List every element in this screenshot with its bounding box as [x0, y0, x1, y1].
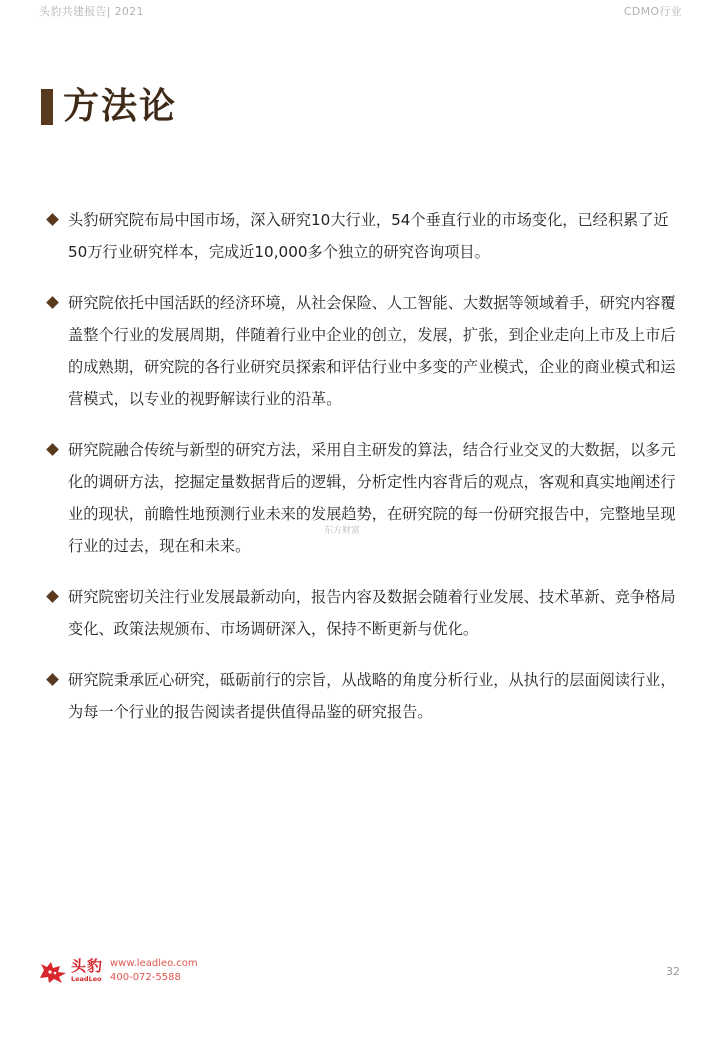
footer-contact — [110, 957, 198, 985]
logo-english-name: LeadLeo — [71, 975, 102, 984]
bullet-paragraph — [46, 664, 676, 728]
title-accent-bar — [41, 89, 53, 125]
page-title-block — [41, 86, 177, 128]
leadleo-logo — [38, 958, 103, 984]
diamond-bullet-icon — [46, 673, 59, 686]
page-number: 32 — [666, 965, 680, 978]
bullet-paragraph — [46, 581, 676, 645]
page-title: 方法论 — [63, 86, 178, 127]
methodology-content — [46, 204, 676, 747]
leopard-logo-icon — [38, 958, 68, 984]
diamond-bullet-icon — [46, 443, 59, 456]
paragraph-text: 研究院依托中国活跃的经济环境，从社会保险、人工智能、大数据等领域着手，研究内容覆盖整个行业的发展周期，伴随着行业中企业的创立，发展，扩张，到企业走向上市及上市后的成熟期，研究院的各行业研究员探索和评估行业中多变的产业模式，企业的商业模式和运营模式，以专业的视野解读行业的沿革。 — [68, 294, 676, 408]
header-industry-label: CDMO行业 — [623, 5, 682, 18]
bullet-paragraph — [46, 287, 676, 415]
header-report-label: 头豹共建报告| 2021 — [39, 5, 144, 18]
diamond-bullet-icon — [46, 213, 59, 226]
diamond-bullet-icon — [46, 590, 59, 603]
diamond-bullet-icon — [46, 296, 59, 309]
website-link[interactable]: www.leadleo.com — [110, 958, 198, 969]
logo-chinese-name: 头豹 — [71, 957, 104, 976]
paragraph-text: 研究院密切关注行业发展最新动向，报告内容及数据会随着行业发展、技术革新、竞争格局变化、政策法规颁布、市场调研深入，保持不断更新与优化。 — [68, 588, 676, 638]
paragraph-text: 研究院融合传统与新型的研究方法，采用自主研发的算法，结合行业交叉的大数据，以多元化的调研方法，挖掘定量数据背后的逻辑，分析定性内容背后的观点，客观和真实地阐述行业的现状，前瞻性地预测行业未来的发展趋势，在研究院的每一份研究报告中，完整地呈现行业的过去，现在和未来。 — [68, 441, 676, 555]
phone-number: 400-072-5588 — [110, 972, 181, 983]
bullet-paragraph — [46, 204, 676, 268]
paragraph-text: 头豹研究院布局中国市场，深入研究10大行业，54个垂直行业的市场变化，已经积累了近50万行业研究样本，完成近10,000多个独立的研究咨询项目。 — [68, 211, 669, 261]
bullet-paragraph — [46, 434, 676, 562]
paragraph-text: 研究院秉承匠心研究，砥砺前行的宗旨，从战略的角度分析行业，从执行的层面阅读行业，为每一个行业的报告阅读者提供值得品鉴的研究报告。 — [68, 671, 676, 721]
watermark-text: 东方财富 — [324, 526, 361, 536]
